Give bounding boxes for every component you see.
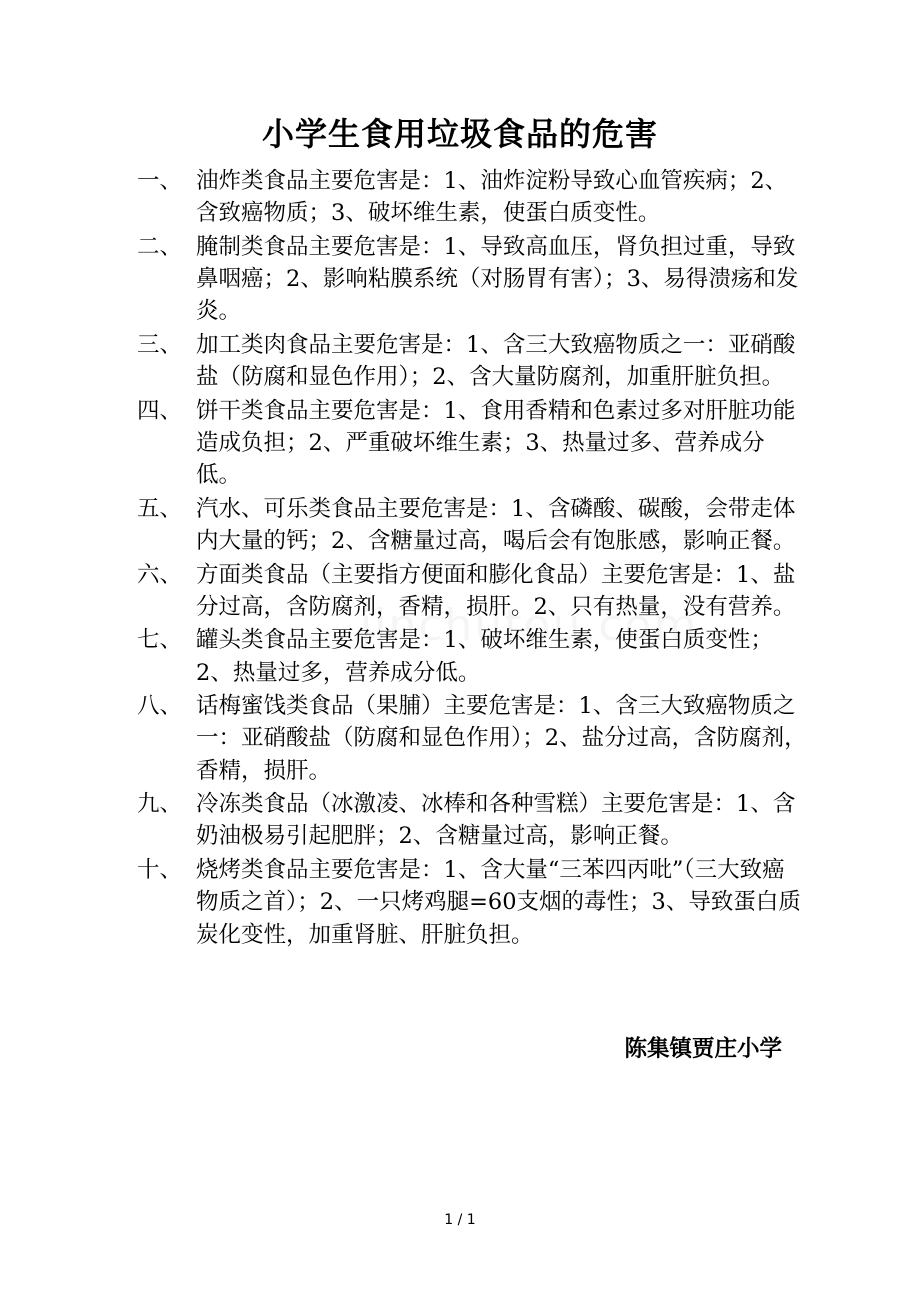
item-text: 方面类食品（主要指方便面和膨化食品）主要危害是：1、盐分过高，含防腐剂，香精，损肝。2、只有热量，没有营养。 <box>196 561 796 620</box>
item-text: 汽水、可乐类食品主要危害是：1、含磷酸、碳酸，会带走体内大量的钙；2、含糖量过高，喝后会有饱胀感，影响正餐。 <box>196 495 796 555</box>
item-number: 五、 <box>137 495 183 522</box>
item-text: 冷冻类食品（冰激凌、冰棒和各种雪糕）主要危害是：1、含奶油极易引起肥胖；2、含糖量过高，影响正餐。 <box>196 791 796 850</box>
item-text: 腌制类食品主要危害是：1、导致高血压，肾负担过重，导致鼻咽癌；2、影响粘膜系统（对肠胃有害）；3、易得溃疡和发炎。 <box>196 233 799 325</box>
item-text: 烧烤类食品主要危害是：1、含大量“三苯四丙吡”（三大致癌物质之首）；2、一只烤鸡腿=60支烟的毒性；3、导致蛋白质炭化变性，加重肾脏、肝脏负担。 <box>196 856 801 948</box>
list-item <box>137 329 807 394</box>
list-item <box>137 854 807 951</box>
item-text: 饼干类食品主要危害是：1、食用香精和色素过多对肝脏功能造成负担；2、严重破坏维生素；3、热量过多、营养成分低。 <box>196 397 796 489</box>
list-item <box>137 690 807 787</box>
item-text: 话梅蜜饯类食品（果脯）主要危害是：1、含三大致癌物质之一：亚硝酸盐（防腐和显色作用）；2、盐分过高，含防腐剂，香精，损肝。 <box>196 693 807 784</box>
list-item <box>137 395 807 492</box>
list-item <box>137 559 807 624</box>
item-number: 一、 <box>137 168 183 194</box>
item-number: 四、 <box>137 397 183 424</box>
list-item <box>137 165 807 230</box>
item-number: 三、 <box>137 331 183 358</box>
item-number: 二、 <box>137 233 183 260</box>
item-number: 七、 <box>137 627 183 654</box>
item-number: 九、 <box>137 791 183 818</box>
list-item <box>137 231 807 328</box>
school-signature: 陈集镇贾庄小学 <box>624 1036 782 1062</box>
item-text: 油炸类食品主要危害是：1、油炸淀粉导致心血管疾病；2、含致癌物质；3、破坏维生素，使蛋白质变性。 <box>196 168 788 227</box>
item-text: 罐头类食品主要危害是：1、破坏维生素，使蛋白质变性；2、热量过多，营养成分低。 <box>196 627 773 686</box>
list-item <box>137 788 807 853</box>
list-item <box>137 624 807 689</box>
page-number: 1 / 1 <box>444 1212 476 1228</box>
item-number: 六、 <box>137 561 183 588</box>
item-number: 八、 <box>137 693 183 720</box>
document-title: 小学生食用垃圾食品的危害 <box>261 115 658 153</box>
hazard-list <box>137 165 807 952</box>
item-text: 加工类肉食品主要危害是：1、含三大致癌物质之一：亚硝酸盐（防腐和显色作用）；2、含大量防腐剂，加重肝脏负担。 <box>196 331 796 391</box>
list-item <box>137 493 807 558</box>
item-number: 十、 <box>137 856 183 883</box>
